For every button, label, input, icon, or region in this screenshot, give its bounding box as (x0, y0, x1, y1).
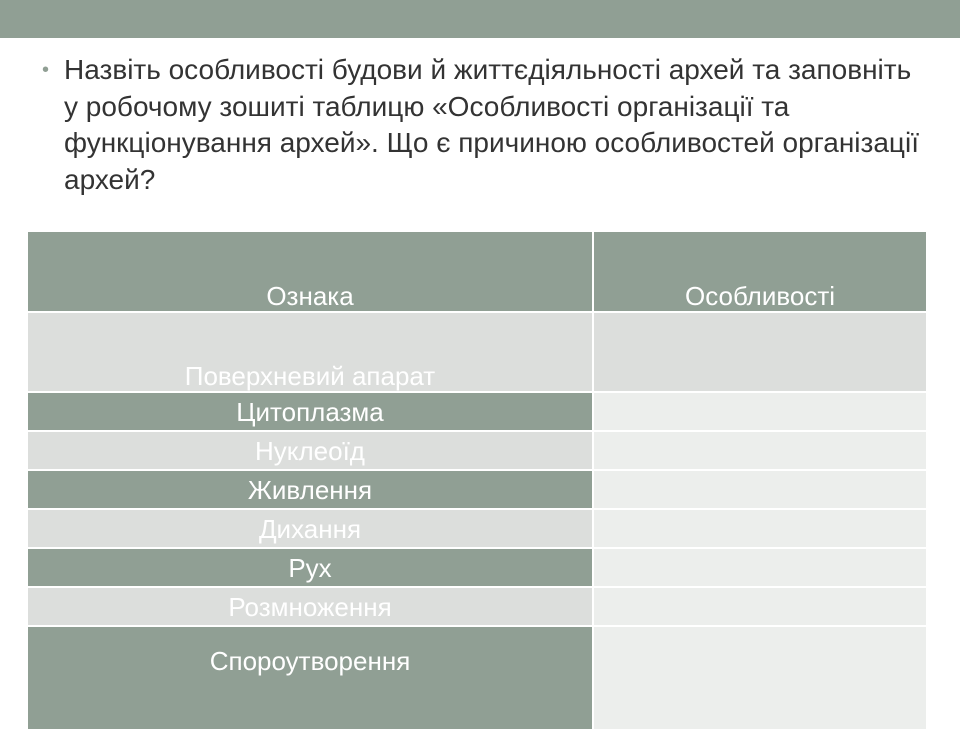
row-value (593, 470, 927, 509)
row-value (593, 587, 927, 626)
row-label: Нуклеоїд (27, 431, 593, 470)
table-row (27, 509, 927, 548)
question-bullet (42, 52, 922, 198)
row-label: Живлення (27, 470, 593, 509)
row-value (593, 392, 927, 431)
table-row (27, 431, 927, 470)
features-table (26, 230, 928, 731)
row-label: Розмноження (27, 587, 593, 626)
slide-top-bar (0, 0, 960, 38)
table-row (27, 587, 927, 626)
header-details: Особливості (593, 231, 927, 312)
row-label: Рух (27, 548, 593, 587)
row-value (593, 509, 927, 548)
table-row (27, 392, 927, 431)
row-value (593, 548, 927, 587)
row-label: Цитоплазма (27, 392, 593, 431)
row-label: Поверхневий апарат (27, 312, 593, 392)
bullet-icon: • (42, 59, 50, 81)
table-row (27, 312, 927, 392)
question-text: Назвіть особливості будови й життєдіяльності архей та заповніть у робочому зошиті таблицю «Особливості організації та функціонування архей». Що є причиною особливостей організації архей? (64, 54, 919, 195)
row-value (593, 431, 927, 470)
table-row (27, 548, 927, 587)
table-header-row (27, 231, 927, 312)
row-value (593, 312, 927, 392)
table-row (27, 626, 927, 730)
row-label: Спороутворення (27, 626, 593, 730)
table-row (27, 470, 927, 509)
header-feature: Ознака (27, 231, 593, 312)
row-value (593, 626, 927, 730)
row-label: Дихання (27, 509, 593, 548)
